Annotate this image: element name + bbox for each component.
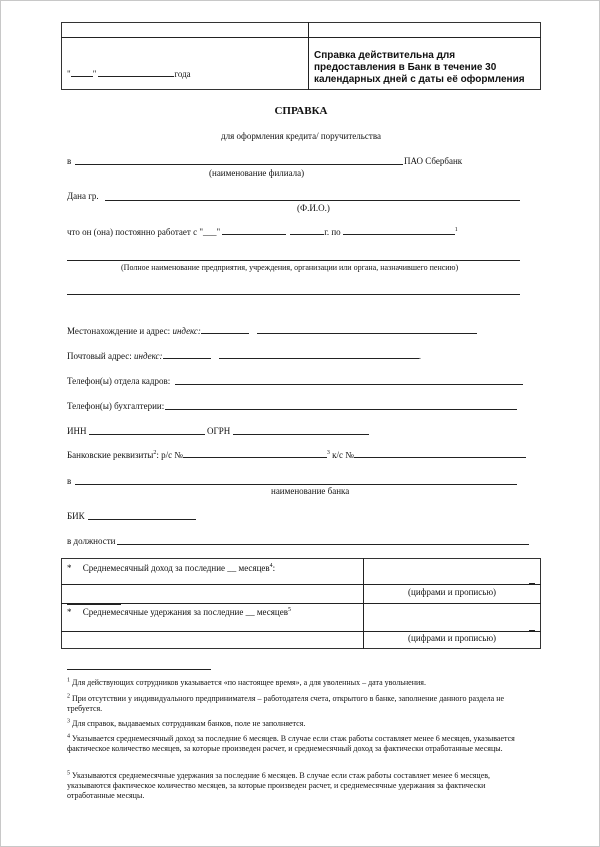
hr-phone-input-line[interactable] bbox=[175, 384, 523, 385]
inn-label: ИНН bbox=[67, 426, 87, 436]
employment-text bbox=[67, 227, 458, 238]
fio-hint: (Ф.И.О.) bbox=[297, 203, 330, 213]
deductions-row-text: Среднемесячные удержания за последние __ месяцев bbox=[82, 607, 288, 617]
footnote-5-num: 5 bbox=[67, 770, 70, 777]
branch-input-line[interactable] bbox=[75, 164, 403, 165]
acc-phone-input-line[interactable] bbox=[165, 409, 517, 410]
bank-details-label: Банковские реквизиты bbox=[67, 450, 154, 460]
ks-label: к/с № bbox=[332, 450, 354, 460]
income-value-hint: (цифрами и прописью) bbox=[408, 587, 497, 597]
inn-input-line[interactable] bbox=[89, 434, 205, 435]
position-label: в должности bbox=[67, 536, 116, 546]
document-subtitle: для оформления кредита/ поручительства bbox=[221, 131, 381, 141]
fio-input-line[interactable] bbox=[105, 200, 520, 201]
bank-name-input-line[interactable] bbox=[75, 484, 517, 485]
income-row-sup: 4 bbox=[269, 563, 273, 569]
to-prefix: в bbox=[67, 156, 72, 166]
branch-hint: (наименование филиала) bbox=[209, 168, 305, 178]
footnote-separator bbox=[67, 669, 211, 670]
employment-sup: 1 bbox=[454, 227, 458, 233]
hr-phone-label: Телефон(ы) отдела кадров: bbox=[67, 376, 171, 386]
footnote-1-num: 1 bbox=[67, 677, 70, 684]
date-quote-close: " bbox=[92, 69, 97, 79]
footnote-5-text: Указываются среднемесячные удержания за последние 6 месяцев. В случае если стаж работы составляет менее 6 месяцев, указываются фактическое количество месяцев, за которые произведен расчет, и среднемесячные удержания за фактически отработанные месяцы. bbox=[67, 771, 491, 800]
postal-label: Почтовый адрес: bbox=[67, 351, 132, 361]
bik-label: БИК bbox=[67, 511, 85, 521]
footnote-3-num: 3 bbox=[67, 718, 70, 725]
income-table-row-divider-1 bbox=[61, 584, 541, 585]
bank-details-field bbox=[67, 450, 526, 461]
footnote-2-text: При отсутствии у индивидуального предпринимателя – работодателя счета, открытого в банке, заполнение данного раздела не требуется. bbox=[67, 694, 505, 713]
bank-name: ПАО Сбербанк bbox=[404, 156, 463, 166]
location-index-label: индекс: bbox=[172, 326, 201, 336]
date-quote-open: " bbox=[67, 69, 71, 79]
footnote-1-text: Для действующих сотрудников указывается «по настоящее время», а для уволенных – дата увольнения. bbox=[72, 678, 426, 687]
footnote-2-num: 2 bbox=[67, 693, 70, 700]
income-row-suffix: : bbox=[272, 563, 276, 573]
footnote-4-text: Указывается среднемесячный доход за последние 6 месяцев. В случае если стаж работы составляет менее 6 месяцев, указывается фактическое количество месяцев, за которые произведен расчет, и среднемесячный доход за фактически отработанные месяцы. bbox=[67, 734, 515, 753]
ks-sup: 3 bbox=[326, 450, 330, 456]
org-input-line-1[interactable] bbox=[67, 260, 520, 261]
income-table-row-divider-3 bbox=[61, 631, 541, 632]
header-row-divider bbox=[61, 37, 541, 38]
in-label: в bbox=[67, 476, 72, 486]
location-field bbox=[67, 326, 477, 337]
deductions-row-sup: 5 bbox=[287, 607, 291, 613]
employment-year: г. по bbox=[324, 227, 341, 237]
bank-details-sup: 2 bbox=[153, 450, 157, 456]
postal-field: Почтовый адрес: индекс: . bbox=[67, 351, 421, 361]
footnote-2 bbox=[67, 694, 531, 714]
date-field bbox=[67, 69, 191, 80]
header-col-divider bbox=[308, 22, 309, 90]
income-extra-line bbox=[67, 604, 121, 605]
deductions-value-line[interactable] bbox=[529, 630, 535, 631]
footnote-3-text: Для справок, выдаваемых сотрудникам банков, поле не заполняется. bbox=[72, 719, 306, 728]
footnote-5 bbox=[67, 771, 531, 801]
income-row-text: Среднемесячный доход за последние __ месяцев bbox=[82, 563, 270, 573]
footnote-4-num: 4 bbox=[67, 733, 70, 740]
employment-label: что он (она) постоянно работает с "___" bbox=[67, 227, 221, 237]
ogrn-input-line[interactable] bbox=[233, 434, 369, 435]
ogrn-label: ОГРН bbox=[207, 426, 231, 436]
income-row-label bbox=[67, 563, 275, 574]
income-table-row-divider-2 bbox=[61, 603, 541, 604]
validity-note: Справка действительна для предоставления в Банк в течение 30 календарных дней с даты её оформления bbox=[314, 50, 525, 85]
org-input-line-2[interactable] bbox=[67, 294, 520, 295]
date-year-suffix: года bbox=[174, 69, 191, 79]
footnote-1 bbox=[67, 678, 531, 688]
bank-details-rs: : р/с № bbox=[156, 450, 183, 460]
bank-name-hint: наименование банка bbox=[271, 486, 350, 496]
postal-index-label: индекс: bbox=[134, 351, 163, 361]
income-row-marker: * bbox=[67, 563, 72, 573]
deductions-row-label bbox=[67, 607, 291, 618]
footnote-4 bbox=[67, 734, 531, 754]
acc-phone-label: Телефон(ы) бухгалтерии: bbox=[67, 401, 165, 411]
deductions-value-hint: (цифрами и прописью) bbox=[408, 633, 497, 643]
bik-input-line[interactable] bbox=[88, 519, 196, 520]
document-title: СПРАВКА bbox=[274, 105, 328, 117]
deductions-row-marker: * bbox=[67, 607, 72, 617]
org-hint: (Полное наименование предприятия, учреждения, организации или органа, назначившего пенсию) bbox=[121, 263, 459, 272]
income-value-line[interactable] bbox=[529, 583, 535, 584]
issued-label: Дана гр. bbox=[67, 191, 99, 201]
position-input-line[interactable] bbox=[117, 544, 529, 545]
location-label: Местонахождение и адрес: bbox=[67, 326, 171, 336]
footnote-3 bbox=[67, 719, 531, 729]
